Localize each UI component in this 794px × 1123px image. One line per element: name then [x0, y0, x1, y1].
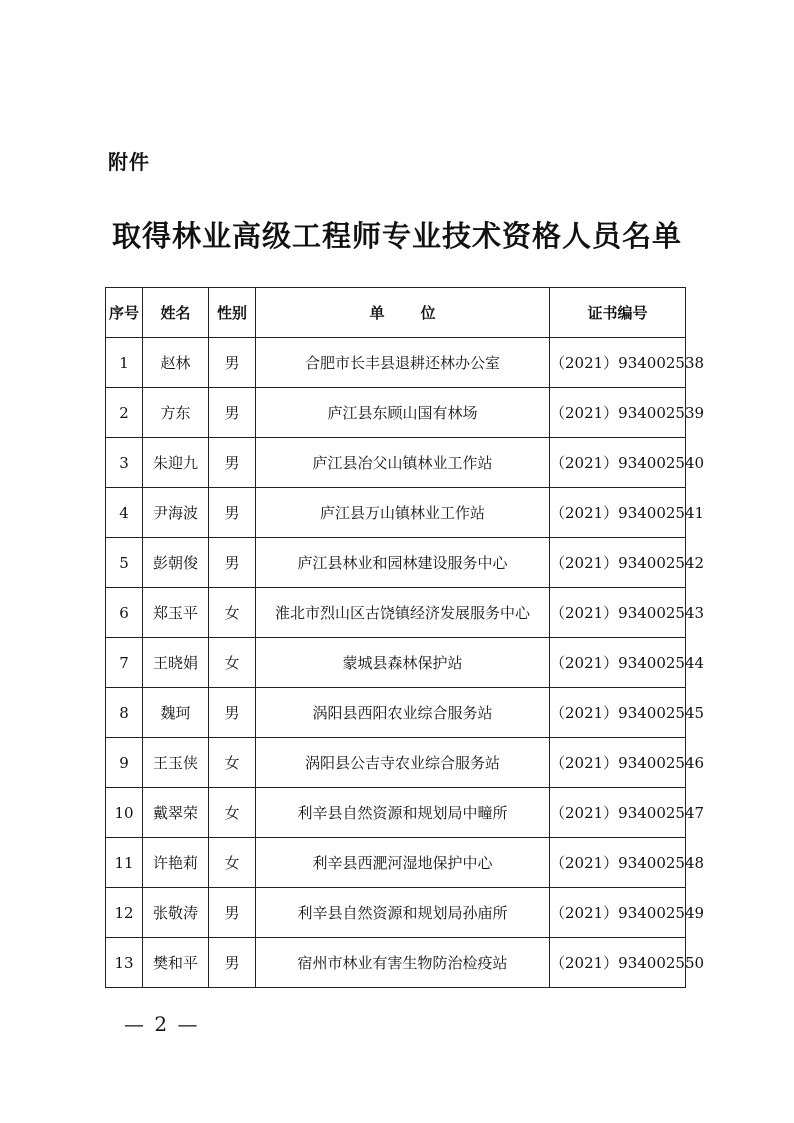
row-name: 王晓娟 [143, 638, 209, 688]
row-gender: 男 [209, 938, 256, 988]
row-no: 2 [106, 388, 143, 438]
row-cert: （2021）934002545 [550, 688, 686, 738]
row-unit: 庐江县冶父山镇林业工作站 [256, 438, 550, 488]
row-cert: （2021）934002547 [550, 788, 686, 838]
table-row [106, 588, 686, 638]
row-name: 戴翠荣 [143, 788, 209, 838]
row-cert: （2021）934002540 [550, 438, 686, 488]
row-gender: 女 [209, 838, 256, 888]
table-row [106, 838, 686, 888]
row-cert: （2021）934002548 [550, 838, 686, 888]
row-name: 许艳莉 [143, 838, 209, 888]
column-header-name: 姓名 [143, 288, 209, 338]
table-header-row [106, 288, 686, 338]
row-no: 9 [106, 738, 143, 788]
row-cert: （2021）934002544 [550, 638, 686, 688]
row-gender: 女 [209, 638, 256, 688]
row-gender: 男 [209, 488, 256, 538]
document-title: 取得林业高级工程师专业技术资格人员名单 [111, 219, 682, 253]
row-unit: 合肥市长丰县退耕还林办公室 [256, 338, 550, 388]
row-no: 3 [106, 438, 143, 488]
row-no: 10 [106, 788, 143, 838]
row-unit: 庐江县万山镇林业工作站 [256, 488, 550, 538]
row-name: 魏珂 [143, 688, 209, 738]
row-gender: 女 [209, 788, 256, 838]
row-cert: （2021）934002538 [550, 338, 686, 388]
table-row [106, 388, 686, 438]
row-cert: （2021）934002541 [550, 488, 686, 538]
row-name: 樊和平 [143, 938, 209, 988]
row-no: 5 [106, 538, 143, 588]
row-name: 尹海波 [143, 488, 209, 538]
row-gender: 女 [209, 738, 256, 788]
row-unit: 利辛县自然资源和规划局中疃所 [256, 788, 550, 838]
roster-table [105, 287, 705, 988]
row-unit: 利辛县自然资源和规划局孙庙所 [256, 888, 550, 938]
row-no: 11 [106, 838, 143, 888]
table-row [106, 688, 686, 738]
table-row [106, 538, 686, 588]
table-row [106, 788, 686, 838]
row-name: 彭朝俊 [143, 538, 209, 588]
row-cert: （2021）934002543 [550, 588, 686, 638]
row-name: 朱迎九 [143, 438, 209, 488]
row-unit: 宿州市林业有害生物防治检疫站 [256, 938, 550, 988]
row-no: 7 [106, 638, 143, 688]
row-name: 张敬涛 [143, 888, 209, 938]
column-header-cert: 证书编号 [550, 288, 686, 338]
column-header-unit: 单位 [256, 288, 550, 338]
row-no: 6 [106, 588, 143, 638]
column-header-gender: 性别 [209, 288, 256, 338]
table-row [106, 488, 686, 538]
row-no: 12 [106, 888, 143, 938]
table-row [106, 338, 686, 388]
row-gender: 男 [209, 338, 256, 388]
row-cert: （2021）934002539 [550, 388, 686, 438]
page-number: — 2 — [124, 1012, 200, 1036]
row-gender: 女 [209, 588, 256, 638]
row-name: 方东 [143, 388, 209, 438]
row-name: 郑玉平 [143, 588, 209, 638]
row-gender: 男 [209, 888, 256, 938]
table-row [106, 738, 686, 788]
row-unit: 利辛县西淝河湿地保护中心 [256, 838, 550, 888]
row-cert: （2021）934002550 [550, 938, 686, 988]
table-row [106, 938, 686, 988]
row-gender: 男 [209, 438, 256, 488]
row-gender: 男 [209, 538, 256, 588]
attachment-label: 附件 [108, 150, 150, 174]
row-unit: 蒙城县森林保护站 [256, 638, 550, 688]
table-row [106, 638, 686, 688]
row-no: 13 [106, 938, 143, 988]
row-unit: 淮北市烈山区古饶镇经济发展服务中心 [256, 588, 550, 638]
row-name: 王玉侠 [143, 738, 209, 788]
row-name: 赵林 [143, 338, 209, 388]
table-row [106, 438, 686, 488]
table-row [106, 888, 686, 938]
row-no: 1 [106, 338, 143, 388]
column-header-no: 序号 [106, 288, 143, 338]
row-gender: 男 [209, 688, 256, 738]
row-unit: 涡阳县公吉寺农业综合服务站 [256, 738, 550, 788]
row-unit: 涡阳县西阳农业综合服务站 [256, 688, 550, 738]
row-cert: （2021）934002542 [550, 538, 686, 588]
row-unit: 庐江县林业和园林建设服务中心 [256, 538, 550, 588]
row-no: 4 [106, 488, 143, 538]
row-unit: 庐江县东顾山国有林场 [256, 388, 550, 438]
row-cert: （2021）934002546 [550, 738, 686, 788]
row-no: 8 [106, 688, 143, 738]
row-gender: 男 [209, 388, 256, 438]
row-cert: （2021）934002549 [550, 888, 686, 938]
